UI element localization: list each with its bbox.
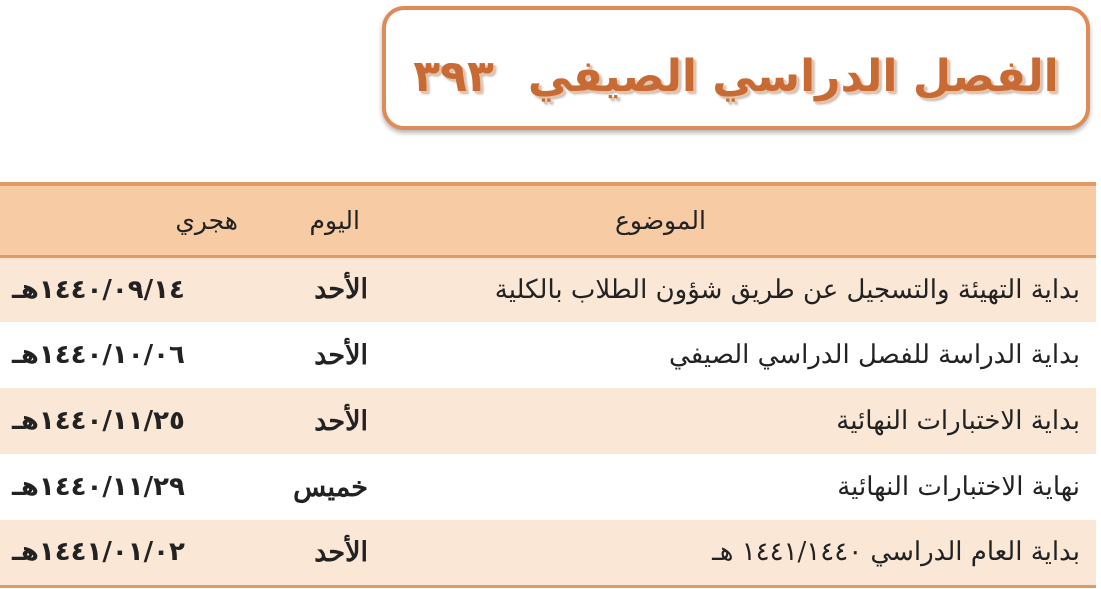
cell-hijri-date: ١٤٤٠/٠٩/١٤هـ (12, 274, 185, 305)
header-row (0, 184, 1096, 256)
cell-topic: بداية العام الدراسي ١٤٤١/١٤٤٠ هـ (712, 537, 1080, 568)
cell-hijri-date: ١٤٤١/٠١/٠٢هـ (12, 537, 185, 568)
cell-day: خميس (293, 471, 368, 503)
page-title (413, 51, 1058, 102)
title-banner (382, 6, 1090, 130)
cell-topic: نهاية الاختبارات النهائية (837, 472, 1080, 502)
cell-day: الأحد (314, 274, 368, 306)
cell-topic: بداية التهيئة والتسجيل عن طريق شؤون الطلاب بالكلية (494, 274, 1080, 305)
table-body (0, 256, 1096, 586)
header-day: اليوم (309, 205, 360, 235)
table-row (0, 454, 1096, 520)
cell-hijri-date: ١٤٤٠/١١/٢٥هـ (12, 406, 185, 436)
cell-day: الأحد (314, 536, 368, 568)
cell-hijri-date: ١٤٤٠/١١/٢٩هـ (12, 472, 185, 502)
cell-day: الأحد (314, 405, 368, 437)
table-row (0, 322, 1096, 388)
table-row (0, 256, 1096, 322)
cell-topic: بداية الدراسة للفصل الدراسي الصيفي (669, 340, 1080, 370)
cell-hijri-date: ١٤٤٠/١٠/٠٦هـ (12, 340, 185, 370)
header-topic: الموضوع (615, 205, 706, 235)
table-header (0, 184, 1096, 256)
schedule-table (0, 182, 1096, 588)
cell-topic: بداية الاختبارات النهائية (836, 406, 1080, 436)
table-row (0, 520, 1096, 586)
title-number: ٣٩٣ (413, 50, 494, 102)
table-row (0, 388, 1096, 454)
title-text: الفصل الدراسي الصيفي (527, 50, 1059, 102)
cell-day: الأحد (314, 339, 368, 371)
header-hijri: هجري (175, 205, 238, 235)
